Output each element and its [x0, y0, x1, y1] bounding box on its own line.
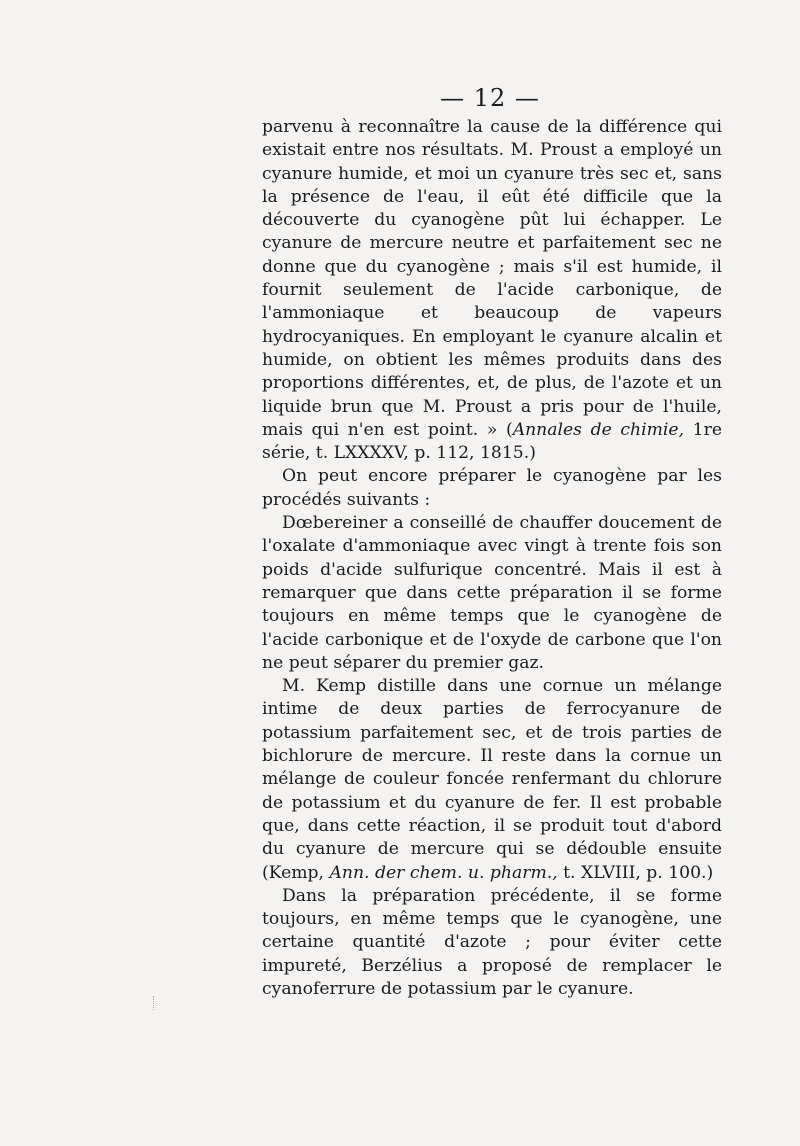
paragraph-continuation — [262, 116, 722, 465]
paragraph-text: parvenu à reconnaître la cause de la différence qui existait entre nos résultats. M. Proust a employé un cyanure humide, et moi un cyanure très sec et, sans la présence de l'eau, il eût été difficile que la découverte du cyanogène pût lui échapper. Le cyanure de mercure neutre et parfaitement sec ne donne que du cyanogène ; mais s'il est humide, il fournit seulement de l'acide carbonique, de l'ammoniaque et beaucoup de vapeurs hydrocyaniques. En employant le cyanure alcalin et humide, on obtient les mêmes produits dans des proportions différentes, et, de plus, de l'azote et un liquide brun que M. Proust a pris pour de l'huile, mais qui n'en est point. » ( — [262, 117, 722, 440]
citation-title: Ann. der chem. u. pharm., — [329, 862, 558, 883]
paragraph-berzelius: Dans la préparation précédente, il se forme toujours, en même temps que le cyanogène, une certaine quantité d'azote ; pour éviter cette impureté, Berzélius a proposé de remplacer le cyanoferrure de potassium par le cyanure. — [262, 885, 722, 999]
page-number: — 12 — — [440, 84, 540, 112]
paragraph-kemp — [262, 675, 722, 885]
paragraph-text: M. Kemp distille dans une cornue un mélange intime de deux parties de ferrocyanure de potassium parfaitement sec, et de trois parties de bichlorure de mercure. Il reste dans la cornue un mélange de couleur foncée renfermant du chlorure de potassium et du cyanure de fer. Il est probable que, dans cette réaction, il se produit tout d'abord du cyanure de mercure qui se dédouble ensuite (Kemp, — [262, 676, 722, 883]
paper-speck — [153, 996, 156, 1010]
paragraph-intro: On peut encore préparer le cyanogène par les procédés suivants : — [262, 466, 722, 510]
citation-details: 1re série, t. LXXXXV, p. 112, 1815.) — [262, 419, 723, 464]
paragraph-doebereiner: Dœbereiner a conseillé de chauffer doucement de l'oxalate d'ammoniaque avec vingt à trente fois son poids d'acide sulfurique concentré. Mais il est à remarquer que dans cette préparation il se forme toujours en même temps que le cyanogène de l'acide carbonique et de l'oxyde de carbone que l'on ne peut séparer du premier gaz. — [262, 513, 722, 673]
citation-title: Annales de chimie, — [512, 419, 685, 440]
body-text — [262, 116, 722, 1001]
citation-details: t. XLVIII, p. 100.) — [557, 862, 714, 883]
